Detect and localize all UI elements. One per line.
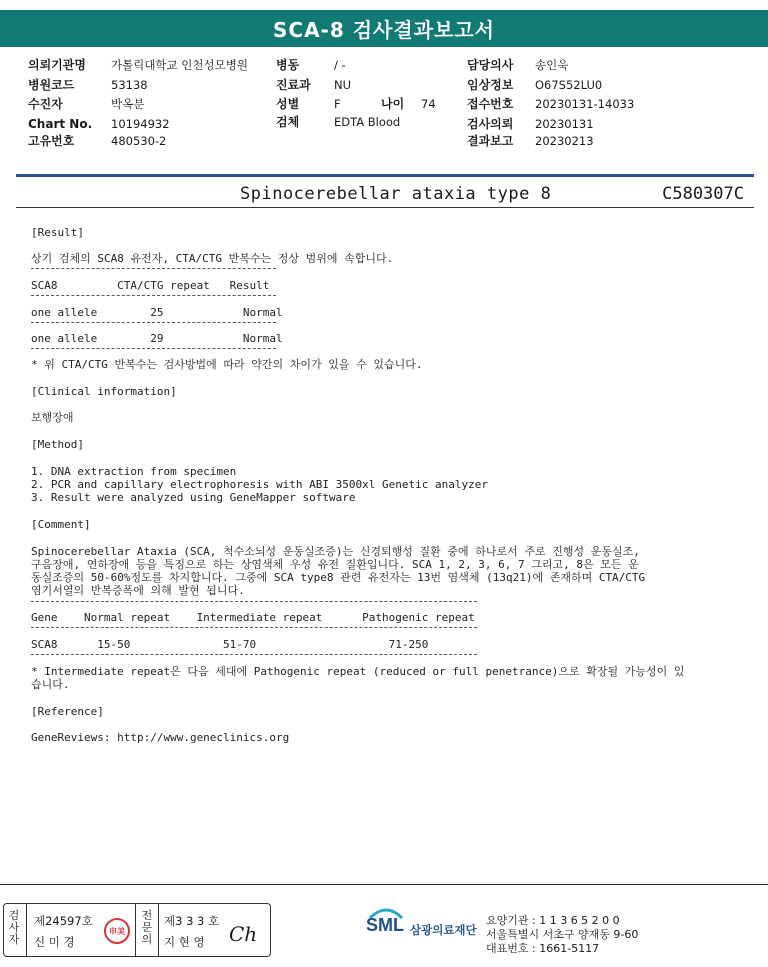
comment-line: 염기서열의 반복증폭에 의해 발현 됩니다. xyxy=(31,584,245,597)
reference-heading: [Reference] xyxy=(31,705,104,718)
report-date-value: 20230213 xyxy=(535,134,594,148)
institution-number: 요양기관 : 1 1 3 6 5 2 0 0 xyxy=(486,914,620,927)
chart-no-label: Chart No. xyxy=(28,117,93,131)
table-divider xyxy=(31,268,276,269)
cell-divider xyxy=(26,904,27,956)
footer-divider xyxy=(0,884,768,885)
specialist-name: 지 현 영 xyxy=(164,935,205,949)
result-note: * 위 CTA/CTG 반복수는 검사방법에 따라 약간의 차이가 있을 수 있습니다. xyxy=(31,358,423,371)
report-title: SCA-8 검사결과보고서 xyxy=(0,10,768,47)
examiner-seal: 申美 xyxy=(104,918,130,944)
address: 서울특별시 서초구 양재동 9-60 xyxy=(486,928,639,941)
clinical-info-label: 임상정보 xyxy=(467,78,514,92)
dept-label: 진료과 xyxy=(276,78,311,92)
report-date-label: 결과보고 xyxy=(467,134,514,148)
patient-label: 수진자 xyxy=(28,97,63,111)
comment-line: Spinocerebellar Ataxia (SCA, 척수소뇌성 운동실조증)는 신경퇴행성 질환 중에 하나로서 주로 진행성 운동실조, xyxy=(31,545,640,558)
specimen-value: EDTA Blood xyxy=(334,115,401,129)
hospital-value: 가톨릭대학교 인천성모병원 xyxy=(111,58,248,72)
clinical-info-value: O67S52LU0 xyxy=(535,78,603,92)
signature-box xyxy=(3,903,271,957)
sex-value: F xyxy=(334,97,341,111)
request-date-label: 검사의뢰 xyxy=(467,117,514,131)
table-divider xyxy=(31,322,276,323)
repeat-table-header: Gene Normal repeat Intermediate repeat Pathogenic repeat xyxy=(31,611,475,624)
sml-logo: SML xyxy=(366,915,404,935)
examiner-name: 신 미 경 xyxy=(34,935,75,949)
reference-text: GeneReviews: http://www.geneclinics.org xyxy=(31,731,290,744)
examiner-license: 제24597호 xyxy=(34,914,93,928)
hospital-code-label: 병원코드 xyxy=(28,78,75,92)
comment-note-line: 습니다. xyxy=(31,678,70,691)
comment-line: 구음장애, 연하장애 등을 특징으로 하는 상염색체 우성 유전 질환입니다. SCA 1, 2, 3, 6, 7 그리고, 8은 모든 운 xyxy=(31,558,639,571)
repeat-table-row: SCA8 15-50 51-70 71-250 xyxy=(31,638,429,651)
method-line: 3. Result were analyzed using GeneMapper software xyxy=(31,491,356,504)
result-summary: 상기 검체의 SCA8 유전자, CTA/CTG 반복수는 정상 범위에 속합니다. xyxy=(31,252,394,265)
result-row-1: one allele 25 Normal xyxy=(31,306,283,319)
cell-divider xyxy=(135,904,136,956)
patient-value: 박옥분 xyxy=(111,97,145,111)
clinical-heading: [Clinical information] xyxy=(31,385,177,398)
dept-value: NU xyxy=(334,78,352,92)
specialist-label: 전문의 xyxy=(141,909,153,946)
receipt-no-label: 접수번호 xyxy=(467,97,514,111)
age-label: 나이 xyxy=(381,97,405,111)
title-divider xyxy=(16,207,754,208)
org-name: 삼광의료재단 xyxy=(410,923,477,937)
result-table-header: SCA8 CTA/CTG repeat Result xyxy=(31,279,270,292)
method-heading: [Method] xyxy=(31,438,84,451)
unique-no-label: 고유번호 xyxy=(28,134,75,148)
doctor-value: 송인욱 xyxy=(535,58,569,72)
specimen-label: 검체 xyxy=(276,115,300,129)
result-heading: [Result] xyxy=(31,226,84,239)
table-divider xyxy=(31,601,477,602)
method-line: 1. DNA extraction from specimen xyxy=(31,465,237,478)
hospital-label: 의뢰기관명 xyxy=(28,58,86,72)
comment-note-line: * Intermediate repeat은 다음 세대에 Pathogenic repeat (reduced or full penetrance)으로 확장될 가능성이 있 xyxy=(31,665,685,678)
header-divider xyxy=(16,174,754,177)
ward-label: 병동 xyxy=(276,58,300,72)
phone-number: 대표번호 : 1661-5117 xyxy=(486,942,600,955)
comment-line: 동실조증의 50-60%정도를 차지합니다. 그중에 SCA type8 관련 유전자는 13번 염색체 (13q21)에 존재하며 CTA/CTG xyxy=(31,571,646,584)
sex-label: 성별 xyxy=(276,97,300,111)
request-date-value: 20230131 xyxy=(535,117,594,131)
examiner-label: 검사자 xyxy=(8,909,20,946)
table-divider xyxy=(31,654,477,655)
table-divider xyxy=(31,295,276,296)
clinical-text: 보행장애 xyxy=(31,411,74,424)
result-row-2: one allele 29 Normal xyxy=(31,332,283,345)
receipt-no-value: 20230131-14033 xyxy=(535,97,635,111)
comment-heading: [Comment] xyxy=(31,518,91,531)
table-divider xyxy=(31,627,477,628)
table-divider xyxy=(31,348,276,349)
age-value: 74 xyxy=(421,97,436,111)
signature: Ch xyxy=(229,922,258,946)
method-line: 2. PCR and capillary electrophoresis with ABI 3500xl Genetic analyzer xyxy=(31,478,488,491)
doctor-label: 담당의사 xyxy=(467,58,514,72)
test-code: C580307C xyxy=(662,184,744,204)
unique-no-value: 480530-2 xyxy=(111,134,167,148)
test-name: Spinocerebellar ataxia type 8 xyxy=(240,184,552,204)
chart-no-value: 10194932 xyxy=(111,117,170,131)
hospital-code-value: 53138 xyxy=(111,78,148,92)
specialist-license: 제3 3 3 호 xyxy=(164,914,220,928)
cell-divider xyxy=(158,904,159,956)
ward-value: / - xyxy=(334,58,346,72)
